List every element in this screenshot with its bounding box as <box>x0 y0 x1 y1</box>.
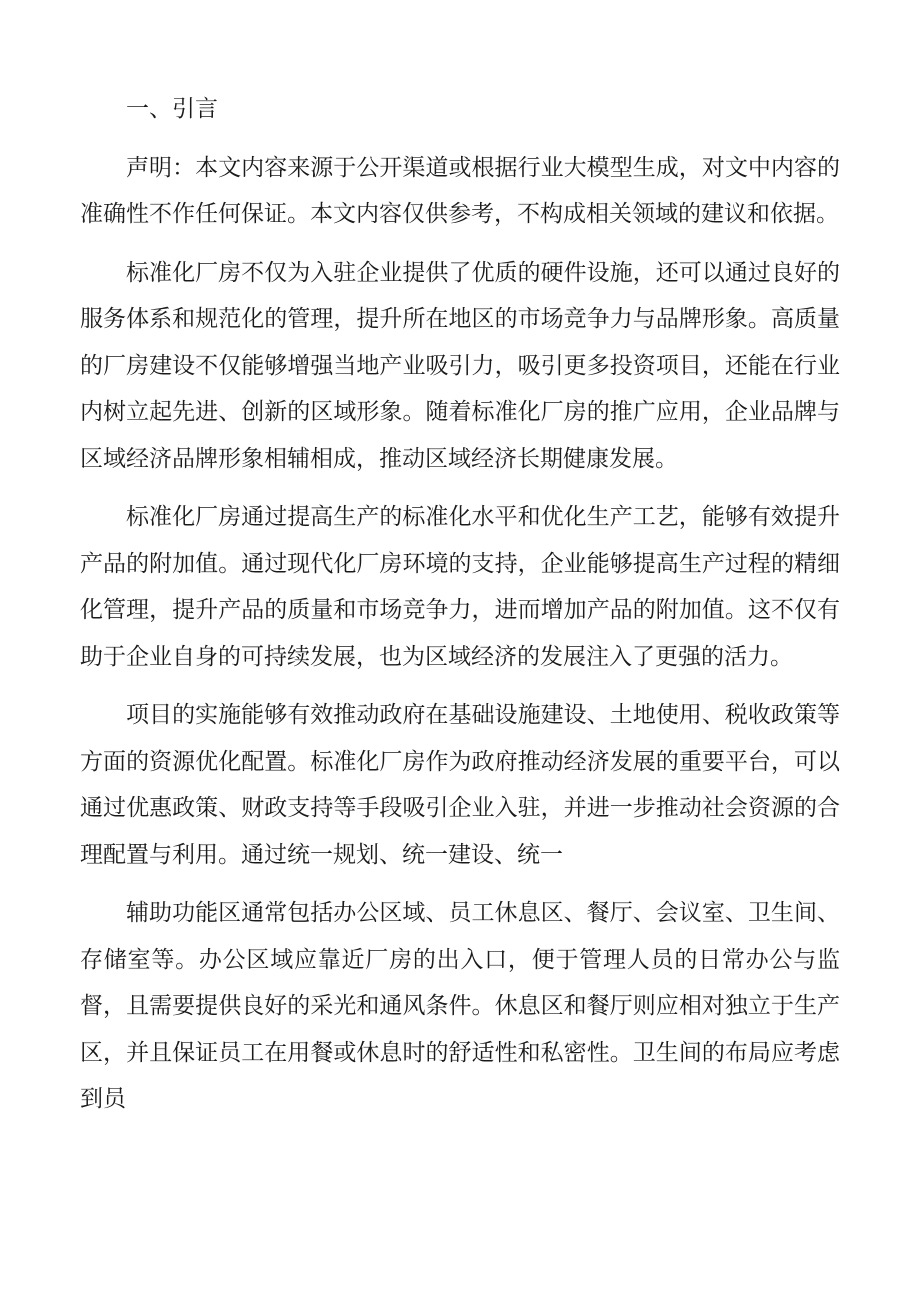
body-paragraph: 标准化厂房通过提高生产的标准化水平和优化生产工艺，能够有效提升产品的附加值。通过现代化厂房环境的支持，企业能够提高生产过程的精细化管理，提升产品的质量和市场竞争力，进而增加产品的附加值。这不仅有助于企业自身的可持续发展，也为区域经济的发展注入了更强的活力。 <box>80 504 840 670</box>
disclaimer-paragraph: 声明：本文内容来源于公开渠道或根据行业大模型生成，对文中内容的准确性不作任何保证。本文内容仅供参考，不构成相关领域的建议和依据。 <box>80 154 840 227</box>
body-paragraph: 项目的实施能够有效推动政府在基础设施建设、土地使用、税收政策等方面的资源优化配置。标准化厂房作为政府推动经济发展的重要平台，可以通过优惠政策、财政支持等手段吸引企业入驻，并进一步推动社会资源的合理配置与利用。通过统一规划、统一建设、统一 <box>80 702 840 868</box>
document-body <box>80 86 840 1135</box>
body-paragraph: 辅助功能区通常包括办公区域、员工休息区、餐厅、会议室、卫生间、存储室等。办公区域应靠近厂房的出入口，便于管理人员的日常办公与监督，且需要提供良好的采光和通风条件。休息区和餐厅则应相对独立于生产区，并且保证员工在用餐或休息时的舒适性和私密性。卫生间的布局应考虑到员 <box>80 900 840 1112</box>
body-paragraph: 标准化厂房不仅为入驻企业提供了优质的硬件设施，还可以通过良好的服务体系和规范化的管理，提升所在地区的市场竞争力与品牌形象。高质量的厂房建设不仅能够增强当地产业吸引力，吸引更多投资项目，还能在行业内树立起先进、创新的区域形象。随着标准化厂房的推广应用，企业品牌与区域经济品牌形象相辅相成，推动区域经济长期健康发展。 <box>80 259 840 472</box>
section-heading: 一、引言 <box>126 96 218 122</box>
